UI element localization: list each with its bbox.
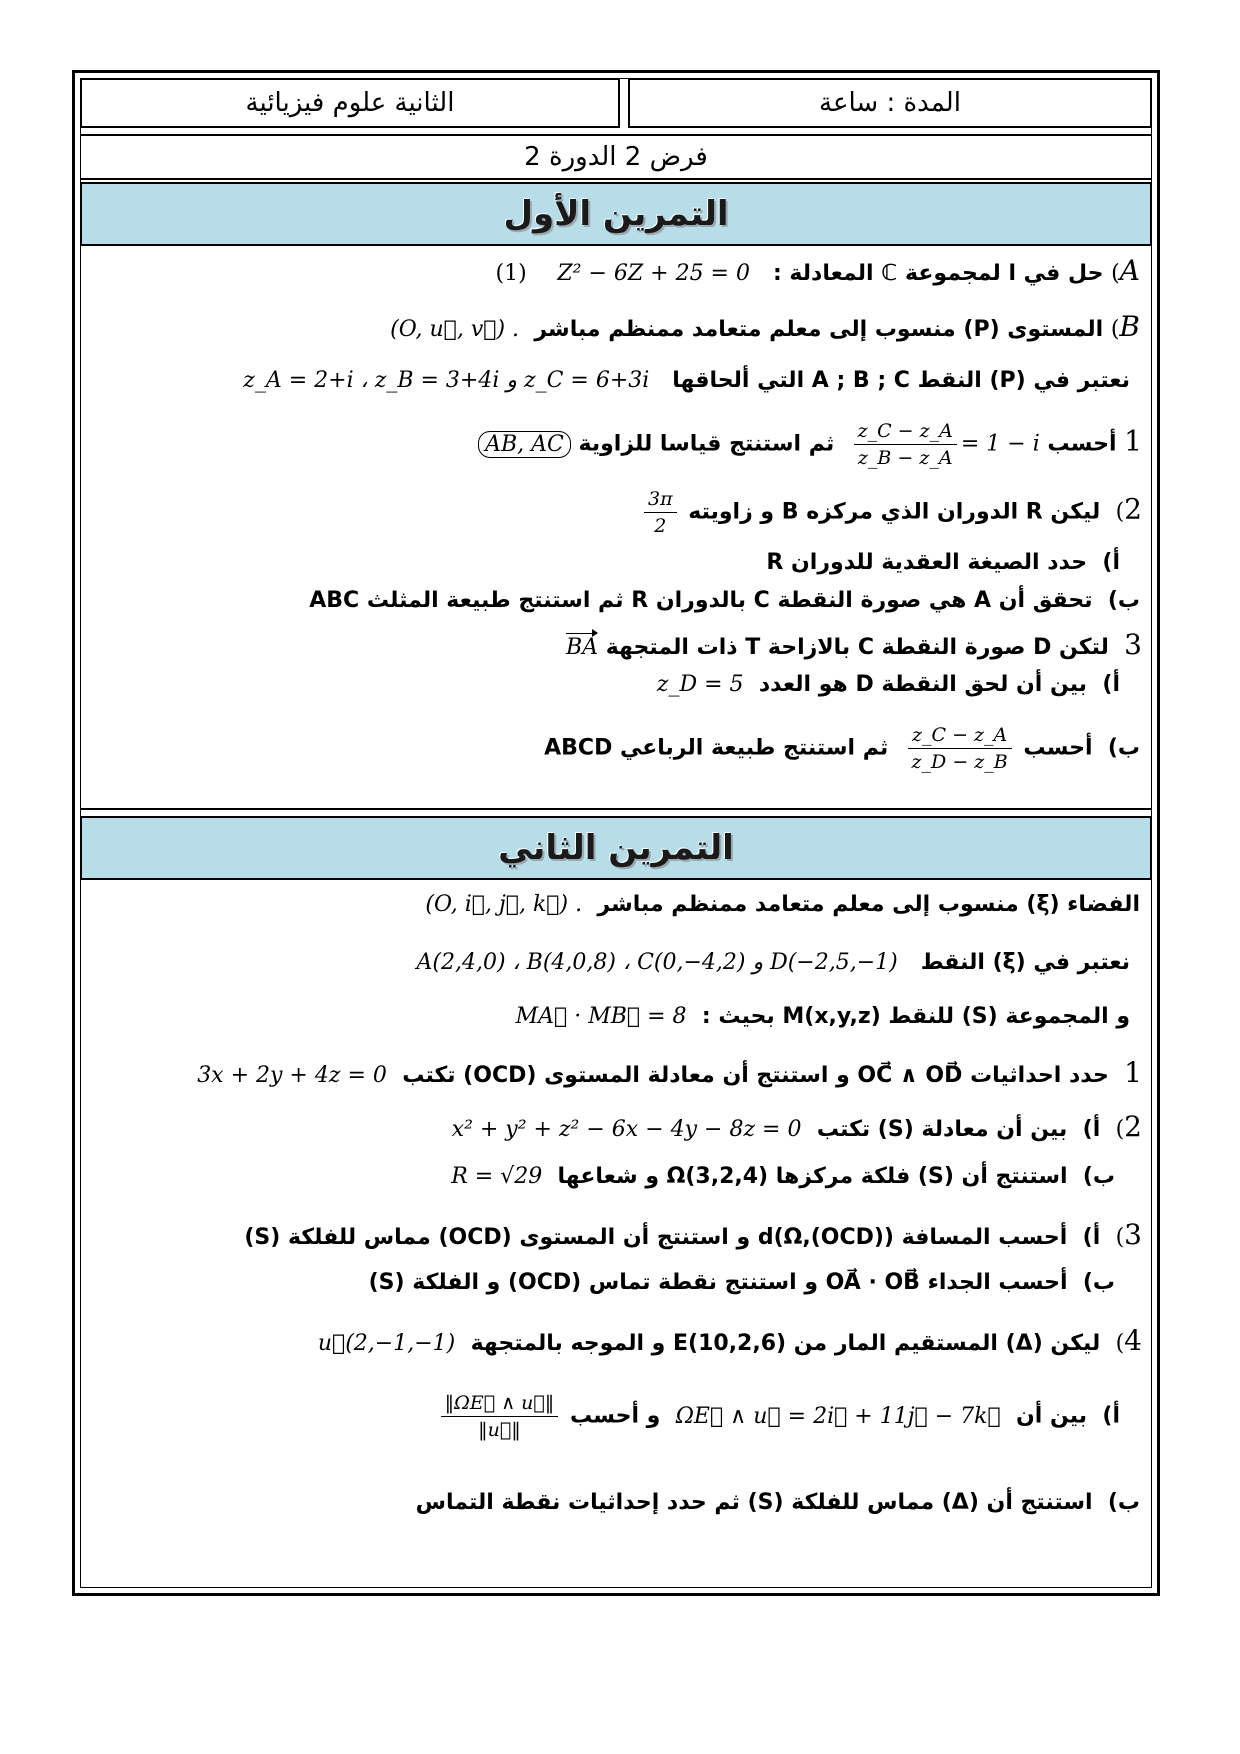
exam-title-text: فرض 2 الدورة 2 [524,142,708,172]
ex2-q4-text: ليكن (Δ) المستقيم المار من E(10,2,6) و الموجه بالمتجهة [470,1331,1101,1356]
section-divider [80,808,1152,810]
exercise2-heading: التمرين الثاني [498,828,734,868]
class-label: الثانية علوم فيزيائية [245,88,455,118]
class-label-cell [80,78,620,128]
ex2-question-3a: 3) أ) أحسب المسافة d(Ω,(OCD)) و استنتج أن المستوى (OCD) مماس للفلكة (S) [244,1218,1142,1251]
duration-label: المدة : ساعة [819,88,961,118]
ex2-points-line [417,950,1130,975]
ex1-q2a-label: أ) [1102,550,1120,575]
ex1-q3b-text: أحسب [1023,735,1093,761]
ex2-q2a-text: بين أن معادلة (S) تكتب [816,1117,1068,1142]
ex2-q4a-text2: و أحسب [569,1403,661,1429]
ex1-question-3b [544,722,1140,775]
ex1-q3b-frac-den: z_D − z_B [911,751,1008,773]
ex2-q4a-math: ΩE⃗ ∧ u⃗ = 2i⃗ + 11j⃗ − 7k⃗ [675,1403,1001,1429]
ex2-question-4a [437,1390,1120,1443]
ex2-q4-math: u⃗(2,−1,−1) [317,1331,456,1356]
ex1-points-text: نعتبر في (P) النقط A ; B ; C التي ألحاقها [672,368,1130,393]
ex1-q3-vector: BA [565,635,599,660]
ex2-question-2a: 2) أ) بين أن معادلة (S) تكتب x² + y² + z² − 6x − 4y − 8z = 0 [451,1110,1142,1143]
ex1-q1-result: = 1 − i [960,431,1040,457]
ex2-points-text: نعتبر في (ξ) النقط [920,950,1130,975]
ex2-q2b-math: R = √29 [451,1164,543,1189]
ex2-q2b-label: ب) [1082,1164,1115,1189]
ex1-q3-number: 3 [1124,628,1142,661]
ex1-q3b-text2: ثم استنتج طبيعة الرباعي ABCD [544,735,889,761]
ex2-q4b-text: استنتج أن (Δ) مماس للفلكة (S) ثم حدد إحداثيات نقطة التماس [415,1490,1093,1515]
ex1-question-2a [766,550,1120,575]
ex2-question-2b [451,1164,1115,1189]
ex1-a-equation: Z² − 6Z + 25 = 0 [557,261,750,286]
ex1-b-frame: (O, u⃗, v⃗) . [390,317,520,342]
ex1-q3-text: لتكن D صورة النقطة C بالازاحة T ذات المتجهة [605,635,1109,660]
ex2-q4a-label: أ) [1102,1403,1120,1429]
ex2-set-condition: MA⃗ · MB⃗ = 8 [515,1004,687,1029]
ex1-part-a: A) حل في ا لمجموعة ℂ المعادلة : Z² − 6Z + 25 = 0 (1) [495,254,1140,287]
ex2-q3a-label: أ) [1082,1225,1101,1250]
ex2-q4a-frac-num: ‖ΩE⃗ ∧ u⃗‖ [441,1390,559,1417]
ex2-q3-number: 3 [1124,1218,1142,1251]
ex1-q2-number: 2 [1124,492,1142,526]
ex2-intro-frame: (O, i⃗, j⃗, k⃗) . [425,892,583,917]
ex1-q3b-frac-num: z_C − z_A [908,722,1012,749]
duration-label-cell [628,78,1152,128]
ex2-intro-text: الفضاء (ξ) منسوب إلى معلم متعامد ممنظم مباشر [597,892,1140,917]
ex2-q4a-frac-den: ‖u⃗‖ [478,1419,521,1441]
ex1-a-label: A [1119,254,1140,287]
ex2-question-4: 4) ليكن (Δ) المستقيم المار من E(10,2,6) و الموجه بالمتجهة u⃗(2,−1,−1) [317,1324,1142,1357]
ex2-question-1 [197,1056,1142,1089]
ex1-a-eq-number: (1) [495,261,527,286]
ex2-q2-number: 2 [1124,1110,1142,1143]
ex2-q1-math: 3x + 2y + 4z = 0 [197,1063,387,1088]
ex2-q4b-label: ب) [1107,1490,1140,1515]
ex2-intro [425,892,1140,917]
ex1-q1-text2: ثم استنتج قياسا للزاوية [578,431,835,457]
ex1-q2b-label: ب) [1107,588,1140,613]
ex1-q3a-math: z_D = 5 [656,672,744,697]
ex1-b-label: B [1119,310,1140,343]
ex2-q4a-text: بين أن [1016,1403,1088,1429]
ex1-b-text: المستوى (P) منسوب إلى معلم متعامد ممنظم مباشر [534,317,1104,342]
ex1-affixes: z_A = 2+i ، z_B = 3+4i و z_C = 6+3i [243,368,650,393]
ex1-q1-angle: AB, AC [478,431,571,458]
ex2-q1-text: حدد احداثيات OC⃗ ∧ OD⃗ و استنتج أن معادلة المستوى (OCD) تكتب [402,1063,1109,1088]
ex1-question-2b [309,588,1140,613]
ex1-question-3a [657,672,1120,697]
exam-title [80,134,1152,180]
ex2-q2a-label: أ) [1082,1117,1101,1142]
exercise1-heading: التمرين الأول [503,194,729,234]
ex1-q1-number: 1 [1124,424,1142,458]
ex2-set-line [516,1004,1130,1029]
ex1-q1-frac-num: z_C − z_A [854,418,957,445]
ex1-q3a-text: بين أن لحق النقطة D هو العدد [758,672,1088,697]
ex2-q3b-label: ب) [1082,1270,1115,1295]
ex1-q2b-text: تحقق أن A هي صورة النقطة C بالدوران R ثم استنتج طبيعة المثلث ABC [309,588,1093,613]
ex2-q3a-text: أحسب المسافة d(Ω,(OCD)) و استنتج أن المستوى (OCD) مماس للفلكة (S) [244,1225,1068,1250]
ex1-question-1 [478,418,1142,471]
ex1-q1-text: أحسب [1047,431,1117,457]
ex1-q2-frac-den: 2 [654,515,667,537]
ex2-q2a-math: x² + y² + z² − 6x − 4y − 8z = 0 [451,1117,802,1142]
ex1-q2a-text: حدد الصيغة العقدية للدوران R [766,550,1088,575]
ex1-q3a-label: أ) [1102,672,1120,697]
ex1-points-line [243,368,1130,393]
ex1-q2-frac-num: 3π [644,486,677,513]
ex1-part-b: B) المستوى (P) منسوب إلى معلم متعامد ممنظم مباشر (O, u⃗, v⃗) . [390,310,1140,343]
ex2-points-coords: A(2,4,0) ، B(4,0,8) ، C(0,−4,2) و D(−2,5,−1) [416,950,898,975]
exercise2-heading-band [80,816,1152,880]
ex2-question-3b [369,1270,1115,1295]
ex2-q1-number: 1 [1124,1056,1142,1089]
ex2-q4-number: 4 [1124,1324,1142,1357]
ex2-q2b-text: استنتج أن (S) فلكة مركزها Ω(3,2,4) و شعاعها [557,1164,1068,1189]
ex1-q2-text: ليكن R الدوران الذي مركزه B و زاويته [688,499,1101,525]
ex2-q3b-text: أحسب الجداء OA⃗ · OB⃗ و استنتج نقطة تماس (OCD) و الفلكة (S) [368,1270,1068,1295]
exercise1-heading-band [80,182,1152,246]
ex1-q1-frac-den: z_B − z_A [857,447,953,469]
ex1-a-text: حل في ا لمجموعة ℂ المعادلة : [772,261,1104,286]
ex2-set-text: و المجموعة (S) للنقط M(x,y,z) بحيث : [701,1004,1130,1029]
ex2-question-4b [416,1490,1140,1515]
ex1-question-3 [566,628,1142,661]
ex1-q3b-label: ب) [1107,735,1140,761]
ex1-question-2: 2) ليكن R الدوران الذي مركزه B و زاويته $\frac{3\pi}{2}$ [640,486,1142,539]
